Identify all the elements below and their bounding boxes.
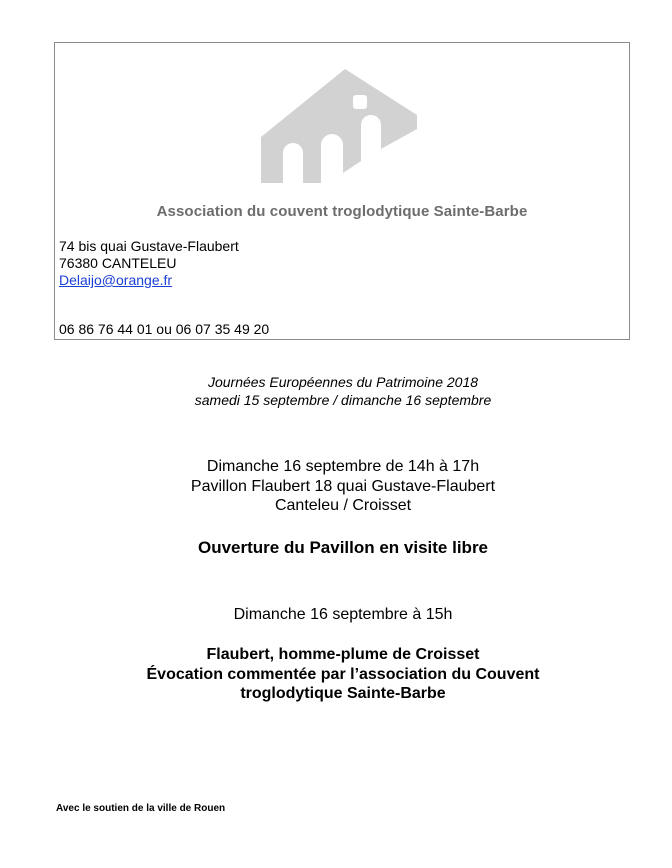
- email-link[interactable]: Delaijo@orange.fr: [59, 272, 173, 288]
- address-city: 76380 CANTELEU: [59, 255, 177, 271]
- talk-description: Évocation commentée par l’association du Couvent: [146, 666, 540, 683]
- talk-description-cont: troglodytique Sainte-Barbe: [240, 685, 446, 702]
- association-name: Association du couvent troglodytique Sainte-Barbe: [156, 203, 528, 220]
- address-street: 74 bis quai Gustave-Flaubert: [59, 238, 239, 254]
- support-note: Avec le soutien de la ville de Rouen: [56, 803, 226, 814]
- event-dates: samedi 15 septembre / dimanche 16 septembre: [194, 392, 492, 408]
- schedule-time: Dimanche 16 septembre de 14h à 17h: [206, 458, 480, 475]
- schedule-location: Pavillon Flaubert 18 quai Gustave-Flaubert: [190, 478, 496, 495]
- talk-time: Dimanche 16 septembre à 15h: [233, 606, 453, 623]
- event-title: Journées Européennes du Patrimoine 2018: [207, 374, 479, 390]
- opening-heading: Ouverture du Pavillon en visite libre: [197, 538, 489, 557]
- talk-title: Flaubert, homme-plume de Croisset: [206, 646, 480, 663]
- schedule-place: Canteleu / Croisset: [274, 497, 412, 514]
- phone-numbers: 06 86 76 44 01 ou 06 07 35 49 20: [59, 321, 270, 337]
- header-box: [54, 42, 630, 340]
- house-arches-logo-icon: [261, 65, 417, 183]
